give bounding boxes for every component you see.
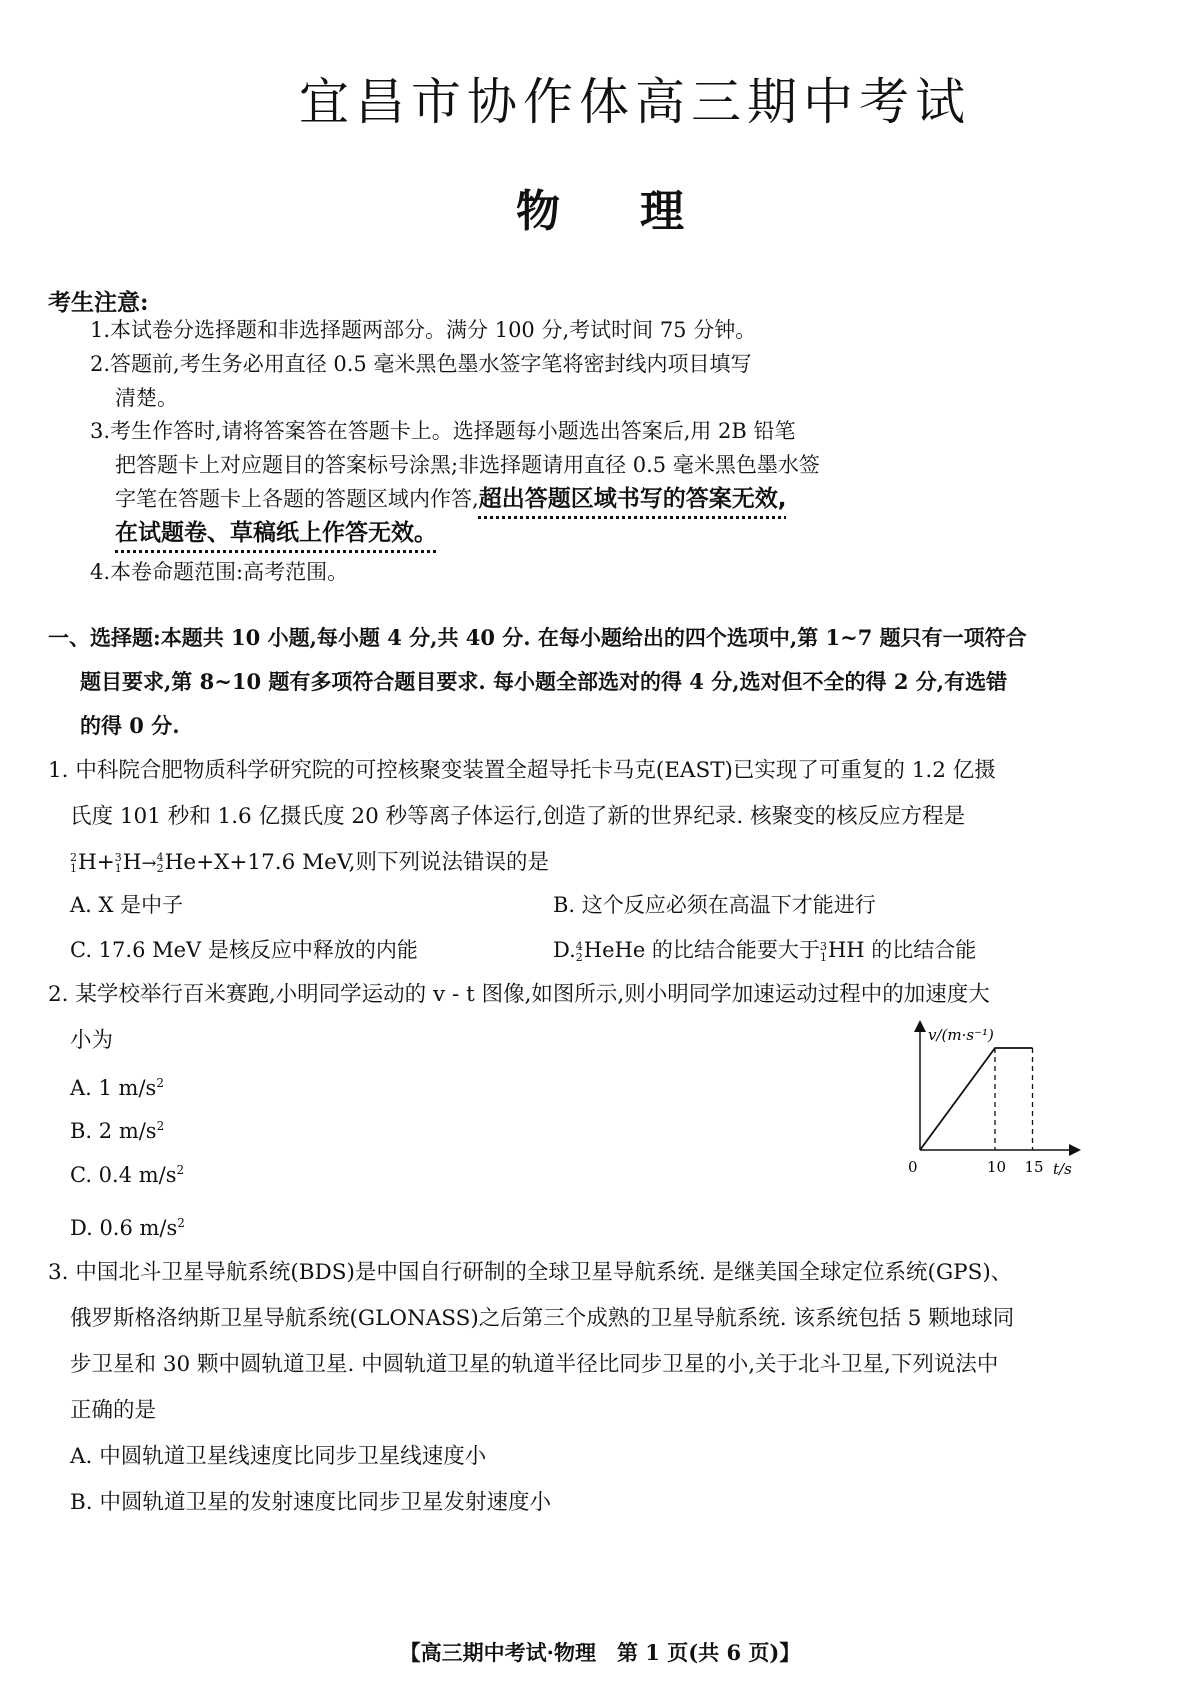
q2-option-d: D. 0.6 $m/s^2$ xyxy=(70,1216,185,1240)
q3-option-a: A. 中圆轨道卫星线速度比同步卫星线速度小 xyxy=(70,1444,487,1469)
q1-option-c: C. 17.6 MeV 是核反应中释放的内能 xyxy=(70,938,418,962)
notice-item-1: 1.本试卷分选择题和非选择题两部分。满分 100 分,考试时间 75 分钟。 xyxy=(90,318,757,342)
q1-option-d-label: D. xyxy=(553,938,576,962)
q3-line2: 俄罗斯格洛纳斯卫星导航系统(GLONASS)之后第三个成熟的卫星导航系统. 该系统包括 5 颗地球同 xyxy=(70,1306,1015,1331)
y-axis-label: v/(m·s⁻¹) xyxy=(928,1026,994,1044)
notice-item-2-line2: 清楚。 xyxy=(115,386,178,410)
nuclide-he4-d: 4 2 He xyxy=(575,938,615,964)
q2-line1: 2. 某学校举行百米赛跑,小明同学运动的 v - t 图像,如图所示,则小明同学加速运动过程中的加速度大 xyxy=(48,982,990,1007)
q1-equation: 2 1 H+ 3 1 H→ 4 2 He+X+17.6 MeV,则下列说法错误的是 xyxy=(70,840,549,887)
q2-option-c: C. 0.4 $m/s^2$ xyxy=(70,1163,185,1187)
q1-option-d-text: He 的比结合能要大于 xyxy=(614,938,820,962)
nuclide-h3-d: 3 1 H xyxy=(819,938,847,964)
notice-item-3-line4 xyxy=(115,516,437,550)
notice-item-3-line3 xyxy=(115,482,786,516)
q3-line4: 正确的是 xyxy=(70,1398,157,1423)
q1-option-b: B. 这个反应必须在高温下才能进行 xyxy=(553,893,876,917)
q1-option-d-text2: H 的比结合能 xyxy=(846,938,977,962)
notice-emphasis-2: 在试题卷、草稿纸上作答无效。 xyxy=(115,520,437,546)
q3-line3: 步卫星和 30 颗中圆轨道卫星. 中圆轨道卫星的轨道半径比同步卫星的小,关于北斗卫星,下列说法中 xyxy=(70,1352,999,1377)
page-footer: 【高三期中考试·物理 第 1 页(共 6 页)】 xyxy=(399,1640,801,1665)
velocity-series-line xyxy=(920,1048,1033,1150)
section-1-line2: 题目要求,第 8~10 题有多项符合题目要求. 每小题全部选对的得 4 分,选对但不全的得 2 分,有选错 xyxy=(80,669,1008,694)
notice-heading: 考生注意: xyxy=(48,289,149,316)
section-1-line3: 的得 0 分. xyxy=(80,713,180,738)
x-tick-label: 10 xyxy=(987,1158,1007,1176)
x-tick-label: 15 xyxy=(1024,1158,1044,1176)
notice-item-2-line1: 2.答题前,考生务必用直径 0.5 毫米黑色墨水签字笔将密封线内项目填写 xyxy=(90,352,752,376)
notice-item-3-line2: 把答题卡上对应题目的答案标号涂黑;非选择题请用直径 0.5 毫米黑色墨水签 xyxy=(115,453,820,477)
nuclide-h3: 3 1 H xyxy=(114,850,142,875)
q2-option-a: A. 1 $m/s^2$ xyxy=(70,1076,164,1100)
nuclide-he4: 4 2 He xyxy=(156,850,197,875)
q1-equation-tail: +X+17.6 MeV,则下列说法错误的是 xyxy=(196,850,549,875)
notice-item-4: 4.本卷命题范围:高考范围。 xyxy=(90,560,349,584)
notice-item-3-plain: 字笔在答题卡上各题的答题区域内作答, xyxy=(115,487,479,511)
q2-option-b: B. 2 $m/s^2$ xyxy=(70,1119,165,1143)
nuclide-h2: 2 1 H xyxy=(70,850,97,875)
vt-graph xyxy=(900,1018,1090,1188)
notice-item-3-line1: 3.考生作答时,请将答案答在答题卡上。选择题每小题选出答案后,用 2B 铅笔 xyxy=(90,419,796,443)
section-1-line1: 一、选择题:本题共 10 小题,每小题 4 分,共 40 分. 在每小题给出的四个选项中,第 1~7 题只有一项符合 xyxy=(48,625,1027,650)
q3-line1: 3. 中国北斗卫星导航系统(BDS)是中国自行研制的全球卫星导航系统. 是继美国全球定位系统(GPS)、 xyxy=(48,1260,1013,1285)
q1-line2: 氏度 101 秒和 1.6 亿摄氏度 20 秒等离子体运行,创造了新的世界纪录. 核聚变的核反应方程是 xyxy=(70,804,966,829)
q1-option-a: A. X 是中子 xyxy=(70,893,184,917)
notice-emphasis-1: 超出答题区域书写的答案无效, xyxy=(478,486,787,512)
q1-line1: 1. 中科院合肥物质科学研究院的可控核聚变装置全超导托卡马克(EAST)已实现了可重复的 1.2 亿摄 xyxy=(48,758,996,783)
x-axis-label: t/s xyxy=(1053,1160,1072,1178)
exam-title: 宜昌市协作体高三期中考试 xyxy=(299,73,971,131)
q2-line2: 小为 xyxy=(70,1028,114,1053)
q1-option-d xyxy=(553,935,976,965)
subject-title: 物理 xyxy=(516,186,764,237)
q3-option-b: B. 中圆轨道卫星的发射速度比同步卫星发射速度小 xyxy=(70,1490,551,1515)
x-tick-label: 0 xyxy=(908,1158,918,1176)
